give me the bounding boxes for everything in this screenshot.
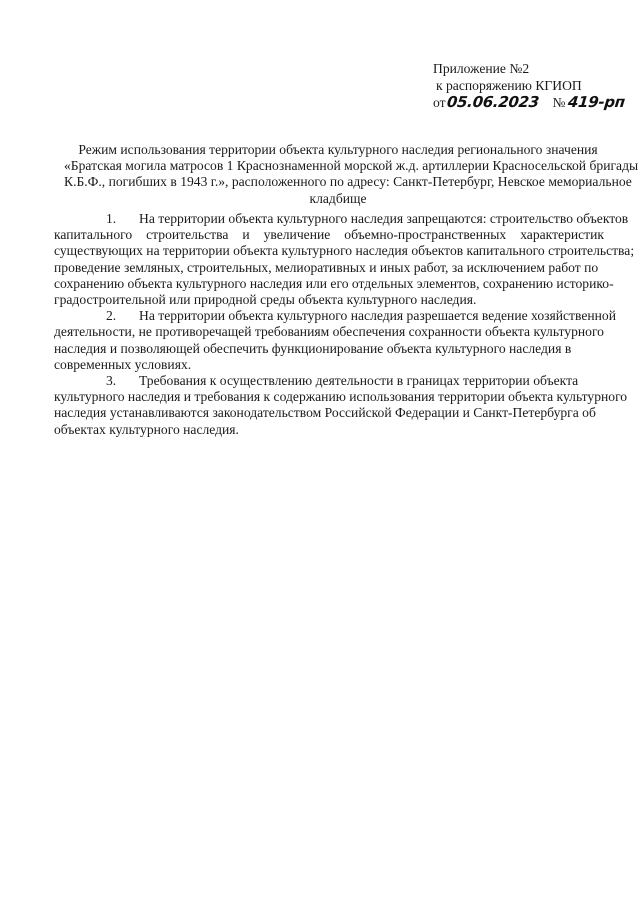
appendix-date-number bbox=[433, 94, 633, 111]
document-body bbox=[54, 211, 635, 438]
paragraph-line: наследия устанавливаются законодательством Российской Федерации и Санкт-Петербурга об bbox=[54, 405, 596, 421]
paragraph-line-justified bbox=[54, 227, 604, 243]
appendix-from-prefix: от bbox=[433, 95, 446, 110]
appendix-header bbox=[433, 60, 633, 111]
paragraph-line: деятельности, не противоречащей требованиям обеспечения сохранности объекта культурного bbox=[54, 324, 604, 340]
paragraph-number: 2. bbox=[106, 308, 117, 324]
paragraph-text: На территории объекта культурного наследия разрешается ведение хозяйственной bbox=[139, 308, 616, 324]
paragraph-line: объектах культурного наследия. bbox=[54, 421, 239, 437]
document-title bbox=[64, 142, 639, 207]
paragraph-number: 3. bbox=[106, 373, 117, 389]
title-line: К.Б.Ф., погибших в 1943 г.», расположенного по адресу: Санкт-Петербург, Невское мемориальное bbox=[64, 174, 632, 190]
word: капитального bbox=[54, 227, 133, 243]
title-line: кладбище bbox=[309, 190, 367, 206]
title-line: Режим использования территории объекта культурного наследия регионального значения bbox=[78, 142, 598, 157]
word: характеристик bbox=[520, 227, 604, 243]
number-sign: № bbox=[552, 95, 566, 110]
paragraph-line bbox=[82, 211, 629, 227]
title-line: «Братская могила матросов 1 Краснознаменной морской ж.д. артиллерии Красносельской бригады bbox=[64, 158, 639, 174]
paragraph-line: современных условиях. bbox=[54, 356, 192, 372]
paragraph-line bbox=[82, 308, 616, 324]
word: объемно-пространственных bbox=[344, 227, 507, 243]
word: увеличение bbox=[263, 227, 331, 243]
paragraph-line: сохранению объекта культурного наследия или его отдельных элементов, сохранению историко- bbox=[54, 275, 614, 291]
handwritten-date: 05.06.2023 bbox=[445, 93, 540, 111]
paragraph-line: проведение земляных, строительных, мелиоративных и иных работ, за исключением работ по bbox=[54, 259, 599, 275]
paragraph-line: культурного наследия и требования к содержанию использования территории объекта культурного bbox=[54, 389, 628, 405]
paragraph-3 bbox=[54, 373, 628, 438]
handwritten-order-number: 419-рп bbox=[567, 93, 627, 111]
appendix-reference: к распоряжению КГИОП bbox=[436, 78, 582, 93]
paragraph-number: 1. bbox=[106, 211, 117, 226]
paragraph-text: Требования к осуществлению деятельности в границах территории объекта bbox=[139, 373, 579, 389]
appendix-title: Приложение №2 bbox=[433, 61, 530, 76]
paragraph-1 bbox=[54, 211, 635, 308]
word: строительства bbox=[146, 227, 229, 243]
paragraph-line bbox=[82, 373, 604, 389]
word: и bbox=[242, 227, 250, 243]
paragraph-line: градостроительной или природной среды объекта культурного наследия. bbox=[54, 292, 477, 308]
paragraph-line: наследия и позволяющей обеспечить функционирование объекта культурного наследия в bbox=[54, 340, 572, 356]
paragraph-2 bbox=[54, 308, 616, 373]
paragraph-text: На территории объекта культурного наследия запрещаются: строительство объектов bbox=[139, 211, 629, 226]
paragraph-line: существующих на территории объекта культурного наследия объектов капитального строительства; bbox=[54, 243, 635, 259]
